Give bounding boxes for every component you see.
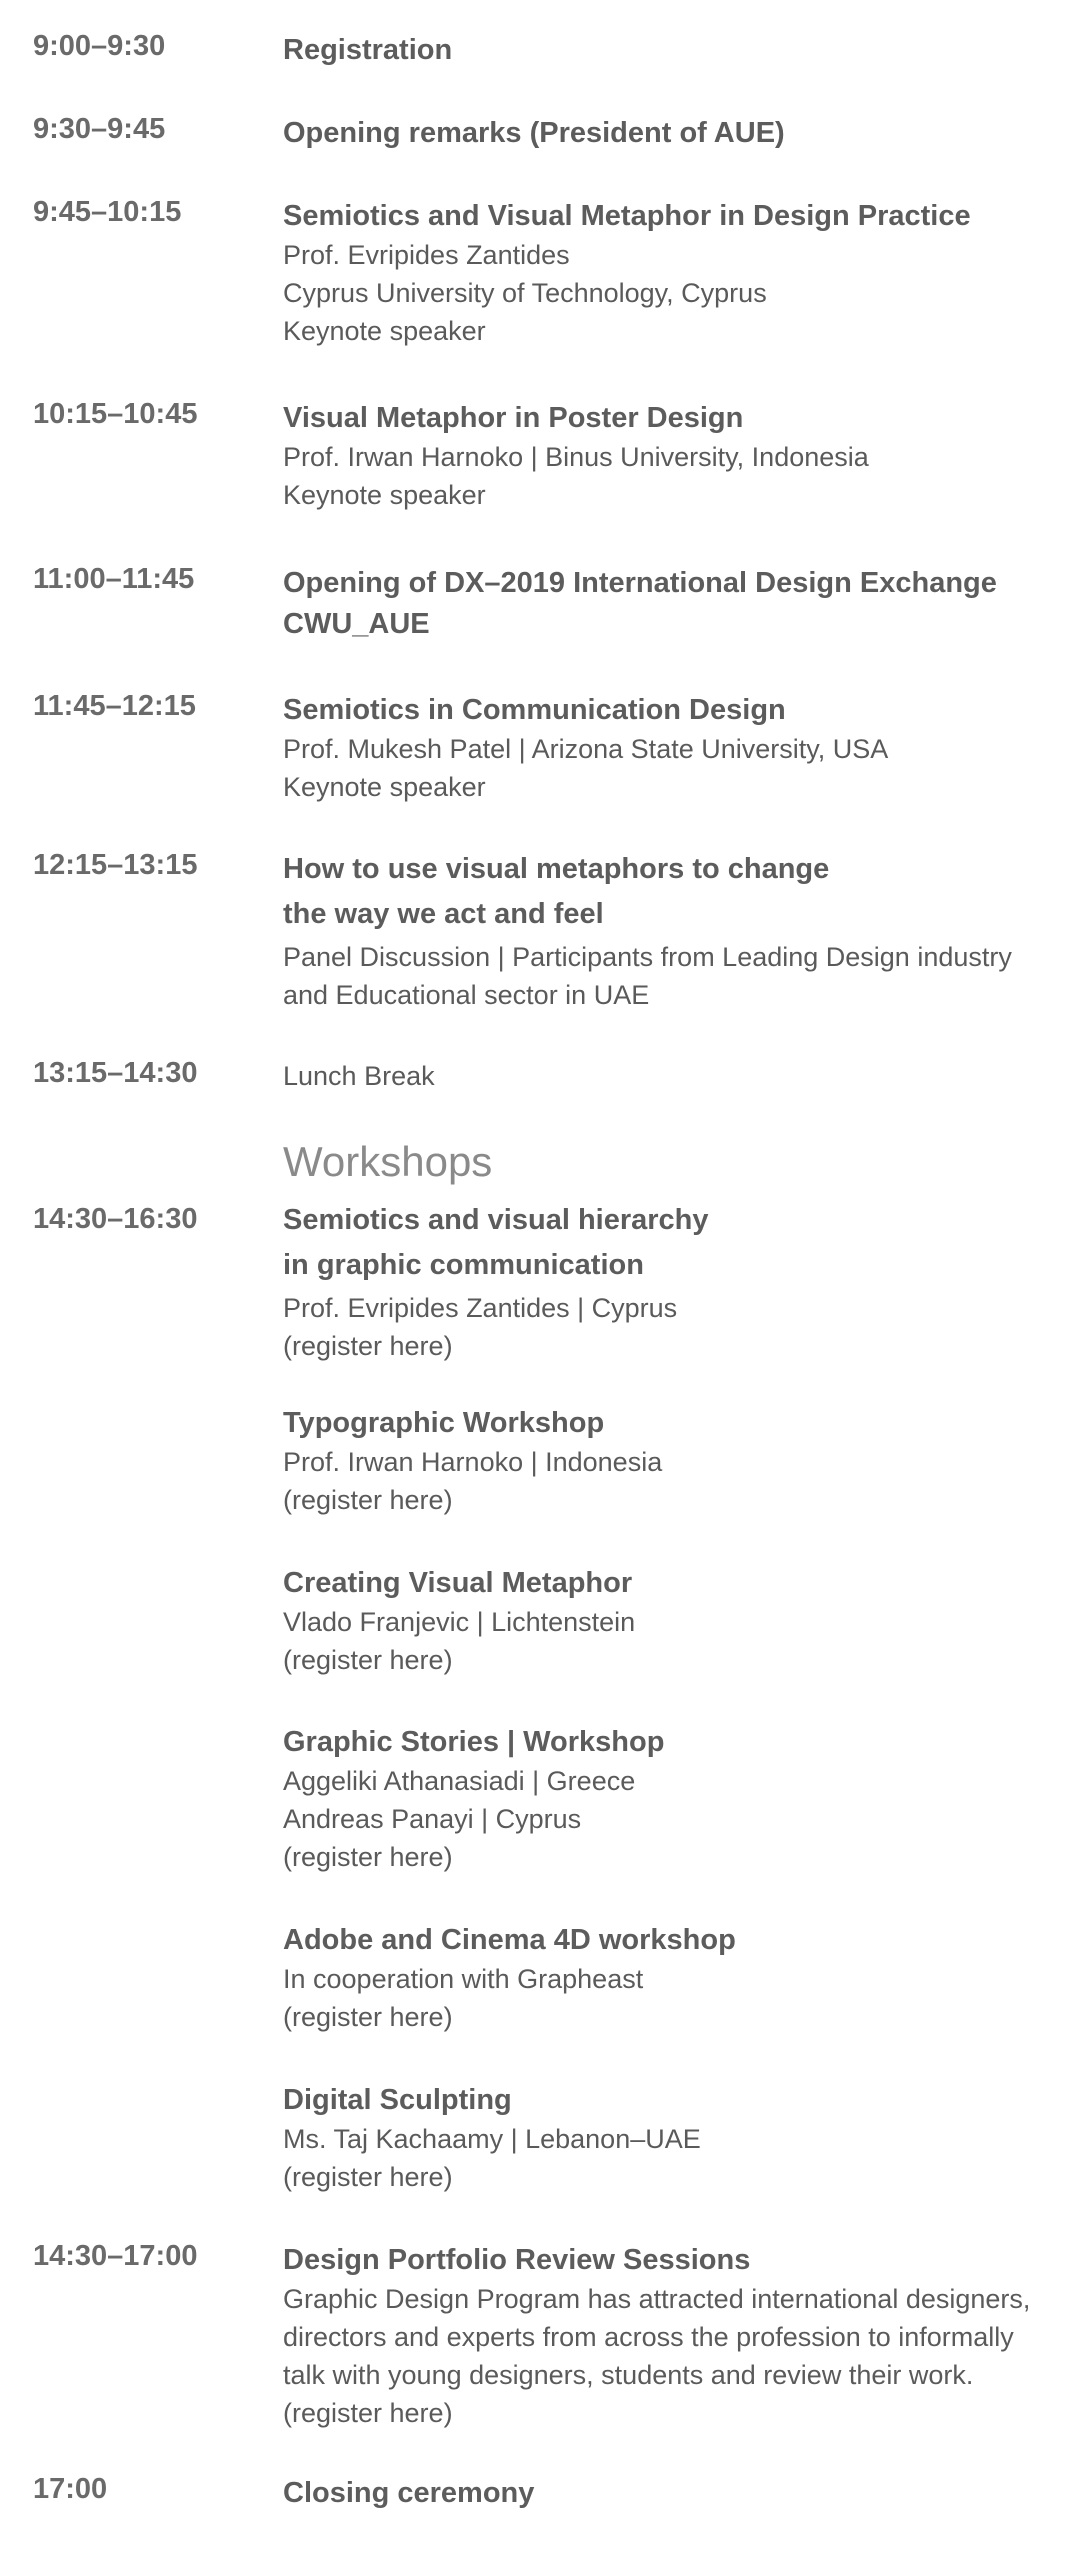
workshop-title: Digital Sculpting — [283, 2084, 512, 2116]
session-title: Opening remarks (President of AUE) — [283, 117, 785, 149]
session-time: 10:15–10:45 — [33, 398, 198, 430]
workshop-title: Creating Visual Metaphor — [283, 1567, 633, 1599]
session-title: Registration — [283, 34, 453, 66]
closing-title: Closing ceremony — [283, 2477, 535, 2509]
register-link[interactable]: (register here) — [283, 1485, 453, 1515]
session-detail: Prof. Irwan Harnoko | Binus University, Indonesia — [283, 442, 869, 472]
workshop-detail: Prof. Evripides Zantides | Cyprus — [283, 1293, 678, 1323]
register-link[interactable]: (register here) — [283, 2162, 453, 2192]
workshop-detail: Vlado Franjevic | Lichtenstein — [283, 1607, 636, 1637]
session-time: 9:30–9:45 — [33, 113, 166, 145]
session-title: Visual Metaphor in Poster Design — [283, 402, 744, 434]
workshop-title: Adobe and Cinema 4D workshop — [283, 1924, 736, 1956]
session-detail: Panel Discussion | Participants from Leading Design industry — [283, 942, 1012, 972]
session-detail: Keynote speaker — [283, 480, 486, 510]
workshop-title-line2: in graphic communication — [283, 1249, 644, 1281]
session-time: 12:15–13:15 — [33, 849, 198, 881]
register-link[interactable]: (register here) — [283, 1842, 453, 1872]
portfolio-detail: directors and experts from across the profession to informally — [283, 2322, 1014, 2352]
session-time: 9:00–9:30 — [33, 30, 166, 62]
session-time: 13:15–14:30 — [33, 1057, 198, 1089]
session-title: How to use visual metaphors to change — [283, 853, 830, 885]
register-link[interactable]: (register here) — [283, 1331, 453, 1361]
session-detail: Keynote speaker — [283, 772, 486, 802]
workshop-detail: Aggeliki Athanasiadi | Greece — [283, 1766, 636, 1796]
workshop-detail: Andreas Panayi | Cyprus — [283, 1804, 582, 1834]
session-time: 17:00 — [33, 2473, 108, 2505]
session-title: Semiotics in Communication Design — [283, 694, 786, 726]
session-detail: Prof. Evripides Zantides — [283, 240, 570, 270]
workshop-detail: In cooperation with Grapheast — [283, 1964, 644, 1994]
session-detail: Prof. Mukesh Patel | Arizona State University, USA — [283, 734, 889, 764]
session-time: 11:00–11:45 — [33, 563, 195, 595]
session-detail: Cyprus University of Technology, Cyprus — [283, 278, 767, 308]
register-link[interactable]: (register here) — [283, 1645, 453, 1675]
portfolio-detail: talk with young designers, students and review their work. — [283, 2360, 974, 2390]
workshop-title: Typographic Workshop — [283, 1407, 605, 1439]
session-title: Semiotics and Visual Metaphor in Design Practice — [283, 200, 971, 232]
session-time: 11:45–12:15 — [33, 690, 196, 722]
portfolio-title: Design Portfolio Review Sessions — [283, 2244, 751, 2276]
workshop-detail: Ms. Taj Kachaamy | Lebanon–UAE — [283, 2124, 701, 2154]
workshop-title: Semiotics and visual hierarchy — [283, 1204, 709, 1236]
session-detail: Lunch Break — [283, 1061, 435, 1091]
register-link[interactable]: (register here) — [283, 2002, 453, 2032]
portfolio-detail: Graphic Design Program has attracted international designers, — [283, 2284, 1031, 2314]
workshop-title: Graphic Stories | Workshop — [283, 1726, 665, 1758]
session-title: Opening of DX–2019 International Design Exchange — [283, 567, 997, 599]
workshop-detail: Prof. Irwan Harnoko | Indonesia — [283, 1447, 663, 1477]
session-time: 14:30–17:00 — [33, 2240, 198, 2272]
session-time: 14:30–16:30 — [33, 1203, 198, 1235]
workshops-heading: Workshops — [283, 1138, 493, 1185]
session-detail: Keynote speaker — [283, 316, 486, 346]
session-title-line2: CWU_AUE — [283, 608, 430, 640]
register-link[interactable]: (register here) — [283, 2398, 453, 2428]
session-title-line2: the way we act and feel — [283, 898, 604, 930]
session-time: 9:45–10:15 — [33, 196, 182, 228]
session-detail: and Educational sector in UAE — [283, 980, 650, 1010]
